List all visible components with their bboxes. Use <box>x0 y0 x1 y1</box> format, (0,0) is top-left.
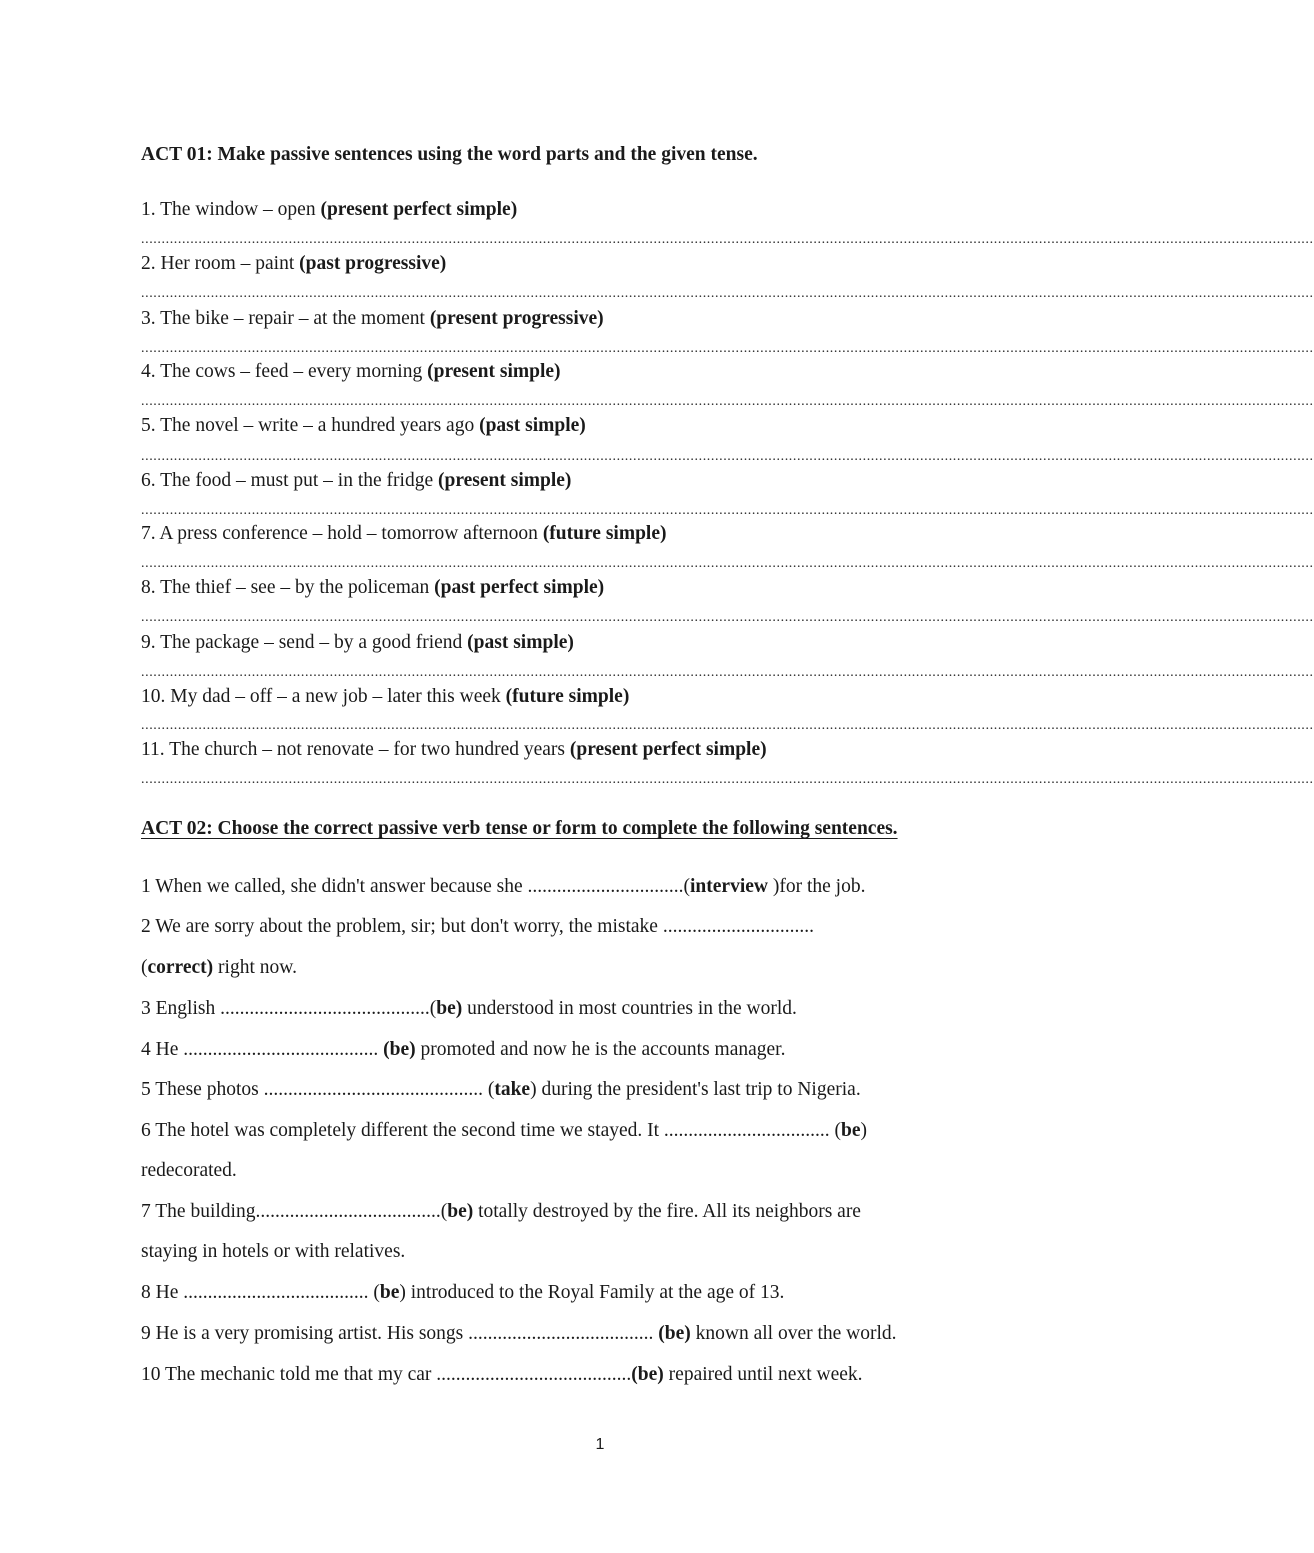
answer-line-10: .............................................................................................................................................................................................................................................................................................. <box>141 718 1314 733</box>
act2-heading: ACT 02: Choose the correct passive verb tense or form to complete the following sentences. <box>141 818 898 839</box>
act2-line-2: 2 We are sorry about the problem, sir; but don't worry, the mistake ............................... <box>141 916 814 937</box>
answer-line-7: .............................................................................................................................................................................................................................................................................................. <box>141 556 1314 571</box>
act1-item-3: 3. The bike – repair – at the moment (present progressive) <box>141 308 604 329</box>
act1-item-1: 1. The window – open (present perfect simple) <box>141 199 518 220</box>
act2-line-5: 5 These photos ............................................. (take) during the president's last trip to Nigeria. <box>141 1079 861 1100</box>
act2-line-1: 1 When we called, she didn't answer because she ................................(interview )for the job. <box>141 876 866 897</box>
act2-line-2-cont: (correct) right now. <box>141 957 297 978</box>
act1-heading: ACT 01: Make passive sentences using the word parts and the given tense. <box>141 144 758 165</box>
act2-line-7-cont: staying in hotels or with relatives. <box>141 1241 406 1262</box>
page-number: 1 <box>595 1436 605 1453</box>
act2-line-3: 3 English ...........................................(be) understood in most countries in the world. <box>141 998 797 1019</box>
answer-line-4: .............................................................................................................................................................................................................................................................................................. <box>141 394 1314 409</box>
act2-line-8: 8 He ...................................... (be) introduced to the Royal Family at the age of 13. <box>141 1282 785 1303</box>
act2-line-6: 6 The hotel was completely different the second time we stayed. It .................................. (be) <box>141 1120 868 1141</box>
answer-line-11: .............................................................................................................................................................................................................................................................................................. <box>141 772 1314 787</box>
act1-item-10: 10. My dad – off – a new job – later this week (future simple) <box>141 686 630 707</box>
answer-line-2: .............................................................................................................................................................................................................................................................................................. <box>141 286 1314 301</box>
act1-item-11: 11. The church – not renovate – for two hundred years (present perfect simple) <box>141 739 767 760</box>
act1-item-6: 6. The food – must put – in the fridge (present simple) <box>141 470 572 491</box>
act2-line-10: 10 The mechanic told me that my car ........................................(be) repaired until next week. <box>141 1364 863 1385</box>
act2-line-6-cont: redecorated. <box>141 1160 237 1181</box>
answer-line-9: .............................................................................................................................................................................................................................................................................................. <box>141 665 1314 680</box>
act2-line-4: 4 He ........................................ (be) promoted and now he is the accounts manager. <box>141 1039 786 1060</box>
act1-item-9: 9. The package – send – by a good friend (past simple) <box>141 632 574 653</box>
answer-line-5: .............................................................................................................................................................................................................................................................................................. <box>141 449 1314 464</box>
act2-line-9: 9 He is a very promising artist. His songs ...................................... (be) known all over the world. <box>141 1323 897 1344</box>
act1-item-4: 4. The cows – feed – every morning (present simple) <box>141 361 561 382</box>
act1-item-7: 7. A press conference – hold – tomorrow afternoon (future simple) <box>141 523 667 544</box>
answer-line-6: .............................................................................................................................................................................................................................................................................................. <box>141 503 1314 518</box>
act1-item-8: 8. The thief – see – by the policeman (past perfect simple) <box>141 577 605 598</box>
answer-line-1: .............................................................................................................................................................................................................................................................................................. <box>141 232 1314 247</box>
answer-line-8: .............................................................................................................................................................................................................................................................................................. <box>141 610 1314 625</box>
answer-line-3: .............................................................................................................................................................................................................................................................................................. <box>141 341 1314 356</box>
act2-line-7: 7 The building......................................(be) totally destroyed by the fire. All its neighbors are <box>141 1201 861 1222</box>
act1-item-2: 2. Her room – paint (past progressive) <box>141 253 447 274</box>
act1-item-5: 5. The novel – write – a hundred years ago (past simple) <box>141 415 586 436</box>
